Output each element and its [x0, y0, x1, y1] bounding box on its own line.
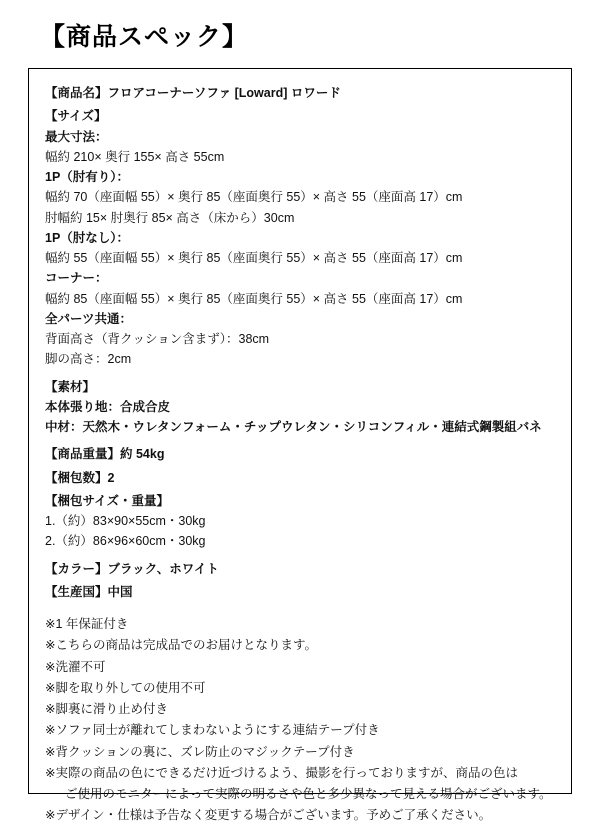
- spec-lines-container: [45, 83, 555, 602]
- spec-line: 幅約 85（座面幅 55）× 奥行 85（座面奥行 55）× 高さ 55（座面高 17）cm: [45, 291, 463, 306]
- spec-line: 幅約 210× 奥行 155× 高さ 55cm: [45, 149, 225, 164]
- spec-line: 幅約 55（座面幅 55）× 奥行 85（座面奥行 55）× 高さ 55（座面高 17）cm: [45, 251, 463, 265]
- spec-line: 【梱包数】2: [45, 470, 115, 485]
- page-title: 【商品スペック】: [40, 23, 249, 51]
- spec-line: 1.（約）83×90×55cm・30kg: [45, 514, 206, 528]
- spec-line: 背面高さ（背クッション含まず）：38cm: [45, 332, 270, 346]
- spec-line: 1P（肘なし）：: [45, 230, 130, 245]
- spec-note: ※デザイン・仕様は予告なく変更する場合がございます。予めご了承ください。: [45, 808, 492, 823]
- spec-line: 本体張り地：合成合皮: [45, 399, 171, 414]
- spec-note: ※こちらの商品は完成品でのお届けとなります。: [45, 638, 317, 653]
- spec-line: 脚の高さ：2cm: [45, 352, 132, 367]
- spec-line: 【梱包サイズ・重量】: [45, 493, 170, 508]
- spec-line: 1P（肘有り）：: [45, 170, 130, 184]
- spec-line: 肘幅約 15× 肘奥行 85× 高さ（床から）30cm: [45, 210, 295, 225]
- spec-line: 【商品名】フロアコーナーソファ [Loward] ロワード: [45, 86, 341, 100]
- spec-line: 【カラー】ブラック、ホワイト: [45, 561, 219, 576]
- spec-note: ご使用のモニターによって実際の明るさや色と多少異なって見える場合がございます。: [65, 787, 552, 801]
- spec-note: ※実際の商品の色にできるだけ近づけるよう、撮影を行っておりますが、商品の色は: [45, 765, 518, 780]
- spec-line: 【生産国】中国: [45, 584, 133, 599]
- spec-note: ※脚を取り外しての使用不可: [45, 680, 206, 695]
- spec-line: 2.（約）86×96×60cm・30kg: [45, 534, 206, 549]
- spec-note: ※1 年保証付き: [45, 617, 129, 631]
- spec-line: 最大寸法：: [45, 129, 108, 144]
- page-title-block: [0, 0, 600, 62]
- spec-line: 【商品重量】約 54kg: [45, 447, 165, 462]
- spec-line: 【素材】: [45, 379, 96, 394]
- spec-note: ※背クッションの裏に、ズレ防止のマジックテープ付き: [45, 744, 355, 759]
- spec-note: ※ソファ同士が離れてしまわないようにする連結テープ付き: [45, 723, 380, 738]
- spec-line: 中材：天然木・ウレタンフォーム・チップウレタン・シリコンフィル・連結式鋼製組バネ: [45, 420, 542, 434]
- spec-line: 全パーツ共通：: [45, 311, 133, 326]
- spec-line: 【サイズ】: [45, 109, 107, 124]
- spec-note: ※洗濯不可: [45, 659, 106, 674]
- spec-line: コーナー：: [45, 271, 108, 286]
- spec-line: 幅約 70（座面幅 55）× 奥行 85（座面奥行 55）× 高さ 55（座面高 17）cm: [45, 190, 463, 205]
- spec-box: [28, 68, 572, 823]
- spec-notes-container: [45, 614, 555, 827]
- spec-note: ※脚裏に滑り止め付き: [45, 702, 168, 716]
